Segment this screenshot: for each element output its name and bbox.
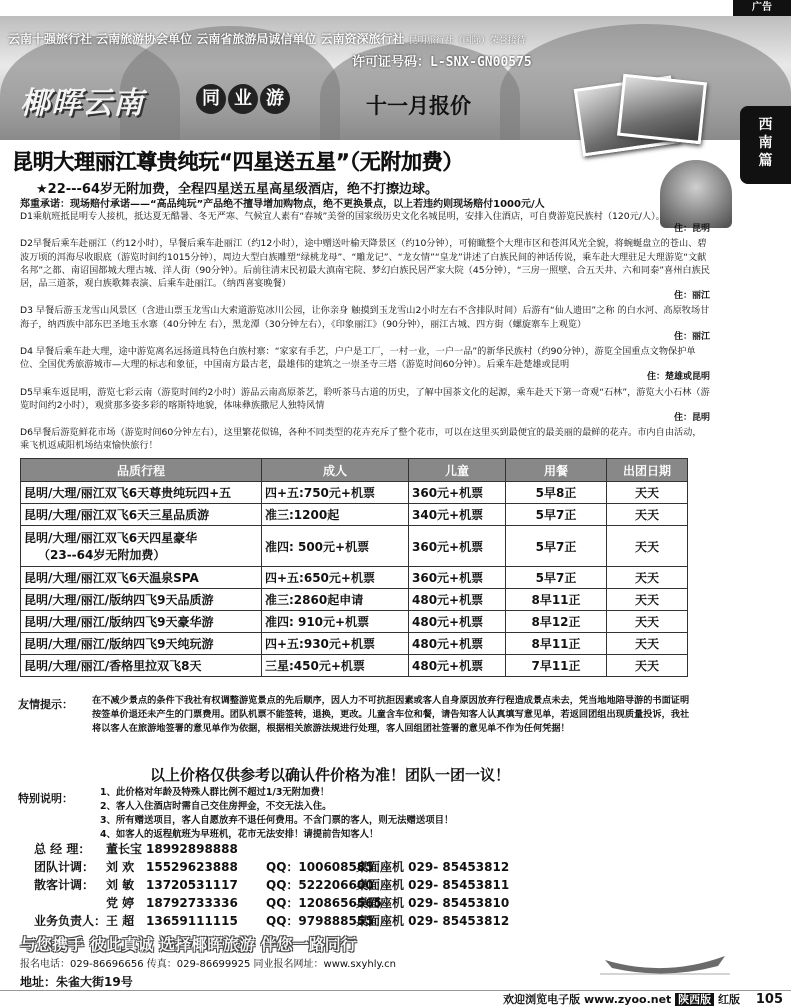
special-item: 3、所有赠送项目，客人自愿放弃不退任何费用。不含门票的客人，则无法赠送项目！ <box>100 815 454 826</box>
notice-text: 在不减少景点的条件下我社有权调整游览景点的先后顺序，因人力不可抗拒因素或客人自身原因放弃行程造成景点未去，凭当地地陪导游的书面证明按签单价退还未产生的门票费用。团队机票不能签转，退换，更改。儿童含车位和餐，请告知客人认真填写意见单，若返回团组出现质量投诉，我社将以客人在旅游地签署的意见单作为依据，根据相关旅游法规进行处理，客人回组团社签署的意见单不作为任何凭据！ <box>92 695 690 734</box>
day-stay: 住：丽江 <box>673 331 710 342</box>
contact-role: 业务负责人： <box>34 914 107 928</box>
address: 地址：朱雀大街19号 <box>20 975 133 989</box>
day-stay: 住：楚雄或昆明 <box>646 372 710 383</box>
side-tab-char: 南 <box>758 135 773 151</box>
brand-logo: 椰晖云南 <box>20 86 144 121</box>
side-tab-char: 篇 <box>758 153 773 169</box>
contact-row <box>34 876 510 894</box>
contact-name: 党 婷 <box>106 896 135 910</box>
itinerary-day <box>20 386 710 426</box>
date-cell: 天天 <box>607 526 688 567</box>
adult-price: 三星:450元+机票 <box>262 655 409 677</box>
col-header-meal: 用餐 <box>506 459 607 482</box>
slogan: 与您携手 彼此真诚 选择椰晖旅游 伴您一路同行 <box>20 935 357 954</box>
special-item: 2、客人入住酒店时需自己交住房押金，不交无法入住。 <box>100 801 332 812</box>
route-cell: 昆明/大理/丽江/香格里拉双飞8天 <box>21 655 262 677</box>
col-header-child: 儿童 <box>409 459 506 482</box>
contact-desk <box>356 840 506 858</box>
contact-desk: 桌面座机 029- 85453810 <box>356 896 510 910</box>
footer-text <box>503 991 783 1007</box>
date-cell: 天天 <box>607 633 688 655</box>
col-header-adult: 成人 <box>262 459 409 482</box>
route-cell <box>21 526 262 567</box>
date-cell: 天天 <box>607 504 688 526</box>
contact-row <box>34 894 510 912</box>
day-text: D3 早餐后游玉龙雪山风景区（含进山票玉龙雪山大索道游览冰川公园，让你亲身 触摸到玉龙雪山2小时左右不含排队时间）后游有“仙人遗田”之称 的白水河、高原牧场甘海子，纳西族中部东巴圣地玉水寨（40分钟左 右），黑龙潭（30分钟左右），《印象丽江》（90分钟），丽江古城、四方街（螺旋寨车上观览） <box>20 305 710 330</box>
day-stay: 住：昆明 <box>673 224 710 235</box>
adult-price: 四+五:650元+机票 <box>262 567 409 589</box>
special-notes <box>100 786 453 842</box>
itinerary-day <box>20 345 710 385</box>
price-table <box>20 458 688 677</box>
meal-cell: 8早11正 <box>506 589 607 611</box>
child-price: 360元+机票 <box>409 526 506 567</box>
adult-price: 准四: 500元+机票 <box>262 526 409 567</box>
special-item: 4、如客人的返程航班为早班机，花市无法安排！请提前告知客人！ <box>100 829 379 840</box>
day-stay: 住：丽江 <box>673 291 710 302</box>
footer-site[interactable]: 欢迎浏览电子版 www.zyoo.net <box>503 993 672 1006</box>
contact-qq: QQ：979888555 <box>266 914 374 928</box>
meal-cell: 7早11正 <box>506 655 607 677</box>
contact-role: 总 经 理： <box>34 842 91 856</box>
contact-qq: QQ：522206600 <box>266 878 374 892</box>
table-row <box>21 655 688 677</box>
day-text: D2早餐后乘车赴丽江（约12小时），早餐后乘车赴丽江（约12小时），途中赠送叶榆天降景区（约10分钟），可俯瞰整个大理市区和苍洱风光全貌，将蜿蜒盘立的苍山、碧波万顷的洱海尽收眼底（游览时间约1015分钟），周边大型白族雕塑“绿桃龙母”、“雕龙记”、“龙女情”“皇龙”讲述了白族民间的神话传说，乘车赴大理驻足大理游览“文献名邦”之都、南诏国都城大理古城、洋人街（90分钟）。后前往清末民初最大滇南宅院、梦幻白族民居严家大院（45分钟），“三房一照壁、合五天井、六和同泰”喜州白族民居，品三道茶，观白族歌舞表演、后乘车赴丽江。（纳西喜宴晚餐） <box>20 238 710 290</box>
side-tab-char: 西 <box>758 117 773 133</box>
col-header-route: 品质行程 <box>21 459 262 482</box>
table-row <box>21 611 688 633</box>
contact-desk: 桌面座机 029- 85453811 <box>356 878 510 892</box>
table-row <box>21 567 688 589</box>
contacts-list <box>34 840 510 930</box>
scenery-photo <box>617 74 707 144</box>
day-text: D4 早餐后乘车赴大理，途中游览离名远扬道具特色白族村寨：“家家有手艺，户户是工厂，一村一业，一户一品”的新华民族村（约90分钟），游览全国重点文物保护单位、全国优秀旅游城市—大理的标志和象征，中国南方最古老，最雄伟的建筑之一崇圣寺三塔（游览时间60分钟）。后乘车赴楚雄或昆明 <box>20 346 696 371</box>
meal-cell: 5早8正 <box>506 482 607 504</box>
child-price: 360元+机票 <box>409 567 506 589</box>
honors-extra: 昆明旅行社（国际）荣誉接待 <box>408 36 526 46</box>
adult-price: 准三:1200起 <box>262 504 409 526</box>
contact-role <box>34 894 106 912</box>
contact-name: 王 超 <box>106 914 135 928</box>
meal-cell: 8早11正 <box>506 633 607 655</box>
adult-price: 准四: 910元+机票 <box>262 611 409 633</box>
route-cell: 昆明/大理/丽江/版纳四飞9天品质游 <box>21 589 262 611</box>
main-title: 昆明大理丽江尊贵纯玩“四星送五星”（无附加费） <box>12 150 464 174</box>
contact-row <box>34 912 510 930</box>
notice-label: 友情提示： <box>18 698 73 711</box>
month-heading: 十一月报价 <box>366 93 471 118</box>
contact-row <box>34 858 510 876</box>
route-cell: 昆明/大理/丽江双飞6天尊贵纯玩四+五 <box>21 482 262 504</box>
contact-desk: 桌面座机 029- 85453812 <box>356 860 510 874</box>
peer-char: 游 <box>260 84 290 114</box>
table-row <box>21 589 688 611</box>
adult-price: 四+五:930元+机票 <box>262 633 409 655</box>
region-side-tab <box>740 106 791 184</box>
subtitle: ★22---64岁无附加费，全程四星送五星高星级酒店，绝不打擦边球。 <box>36 182 439 197</box>
child-price: 360元+机票 <box>409 482 506 504</box>
boat-illustration <box>600 930 730 980</box>
contact-desk: 桌面座机 029- 85453812 <box>356 914 510 928</box>
meal-cell: 8早12正 <box>506 611 607 633</box>
contact-role: 团队计调： <box>34 860 95 874</box>
route-cell: 昆明/大理/丽江双飞6天温泉SPA <box>21 567 262 589</box>
contact-qq: QQ：1208656565 <box>266 896 382 910</box>
child-price: 480元+机票 <box>409 589 506 611</box>
contact-name: 刘 欢 <box>106 860 135 874</box>
contact-qq <box>266 840 356 858</box>
itinerary-day <box>20 237 710 303</box>
date-cell: 天天 <box>607 567 688 589</box>
route-cell: 昆明/大理/丽江/版纳四飞9天纯玩游 <box>21 633 262 655</box>
contact-name: 刘 敏 <box>106 878 135 892</box>
peer-tour-badge <box>196 84 290 114</box>
page-number: 105 <box>755 992 783 1007</box>
special-label: 特别说明： <box>18 792 73 805</box>
date-cell: 天天 <box>607 482 688 504</box>
date-cell: 天天 <box>607 611 688 633</box>
col-header-date: 出团日期 <box>607 459 688 482</box>
child-price: 480元+机票 <box>409 655 506 677</box>
date-cell: 天天 <box>607 655 688 677</box>
footer-edition: 陕西版 <box>675 993 714 1006</box>
table-row <box>21 633 688 655</box>
contact-row <box>34 840 506 858</box>
footer-color-edition: 红版 <box>718 993 741 1006</box>
ad-strip <box>0 0 791 16</box>
itinerary-day <box>20 304 710 344</box>
itinerary <box>20 210 710 454</box>
meal-cell: 5早7正 <box>506 567 607 589</box>
license-number: 许可证号码：L-SNX-GN00575 <box>352 55 532 70</box>
contact-phone: 13720531117 <box>146 878 238 892</box>
contact-qq: QQ：100608585 <box>266 860 374 874</box>
child-price: 480元+机票 <box>409 633 506 655</box>
contact-phone: 18792733336 <box>146 896 238 910</box>
date-cell: 天天 <box>607 589 688 611</box>
day-text: D5早乘车返昆明，游览七彩云南（游览时间约2小时）游品云南高原茶艺，聆听茶马古道的历史，了解中国茶文化的起源，乘车赴天下第一奇观“石林”，游览大小石林（游览时间约2小时），观赏那多姿多彩的喀斯特地貌，体味彝族撒尼人独特风情 <box>20 386 710 411</box>
honors-line <box>8 30 526 47</box>
promise-text: 郑重承诺：现场赔付承诺——“高品纯玩”产品绝不擅导增加购物点，绝不更换景点，以上若违约则现场赔付1000元/人 <box>20 199 545 210</box>
route-cell: 昆明/大理/丽江双飞6天三星品质游 <box>21 504 262 526</box>
adult-price: 四+五:750元+机票 <box>262 482 409 504</box>
price-table-header <box>21 459 688 482</box>
signup-info: 报名电话：029-86696656 传真：029-86699925 同业报名网址：www.sxyhly.cn <box>20 959 397 970</box>
table-row <box>21 526 688 567</box>
itinerary-day <box>20 210 710 236</box>
honors-text: 云南十强旅行社 云南旅游协会单位 云南省旅游局诚信单位 云南资深旅行社 <box>8 32 405 46</box>
child-price: 340元+机票 <box>409 504 506 526</box>
special-item: 1、此价格对年龄及特殊人群比例不超过1/3无附加费！ <box>100 787 330 798</box>
adult-price: 准三:2860起申请 <box>262 589 409 611</box>
route-line2: （23--64岁无附加费） <box>38 548 166 562</box>
contact-phone: 15529623888 <box>146 860 238 874</box>
child-price: 480元+机票 <box>409 611 506 633</box>
route-line1: 昆明/大理/丽江双飞6天四星豪华 <box>24 531 198 545</box>
ad-tag: 广告 <box>733 0 791 16</box>
table-row <box>21 504 688 526</box>
day-text: D1乘航班抵昆明专人接机，抵达夏无酷暑、冬无严寒、气候宜人素有“春城”美誉的国家级历史文化名城昆明，安排入住酒店，可自费游览民族村（120元/人）。 <box>20 211 665 222</box>
meal-cell: 5早7正 <box>506 526 607 567</box>
contact-role: 散客计调： <box>34 878 95 892</box>
contact-phone: 18992898888 <box>146 842 238 856</box>
meal-cell: 5早7正 <box>506 504 607 526</box>
peer-char: 同 <box>196 84 226 114</box>
itinerary-day <box>20 426 710 452</box>
contact-name: 董长宝 <box>106 842 143 856</box>
peer-char: 业 <box>228 84 258 114</box>
reference-note: 以上价格仅供参考以确认件价格为准！团队一团一议！ <box>150 766 511 784</box>
day-text: D6早餐后游览鲜花市场（游览时间60分钟左右），这里繁花似锦，各种不同类型的花卉充斥了整个花市，可以在这里买到最便宜的最美丽的最鲜的花卉。市内自由活动，乘飞机返咸阳机场结束愉快旅行！ <box>20 427 702 452</box>
day-stay: 住：昆明 <box>673 413 710 424</box>
contact-phone: 13659111115 <box>146 914 238 928</box>
route-cell: 昆明/大理/丽江/版纳四飞9天豪华游 <box>21 611 262 633</box>
table-row <box>21 482 688 504</box>
